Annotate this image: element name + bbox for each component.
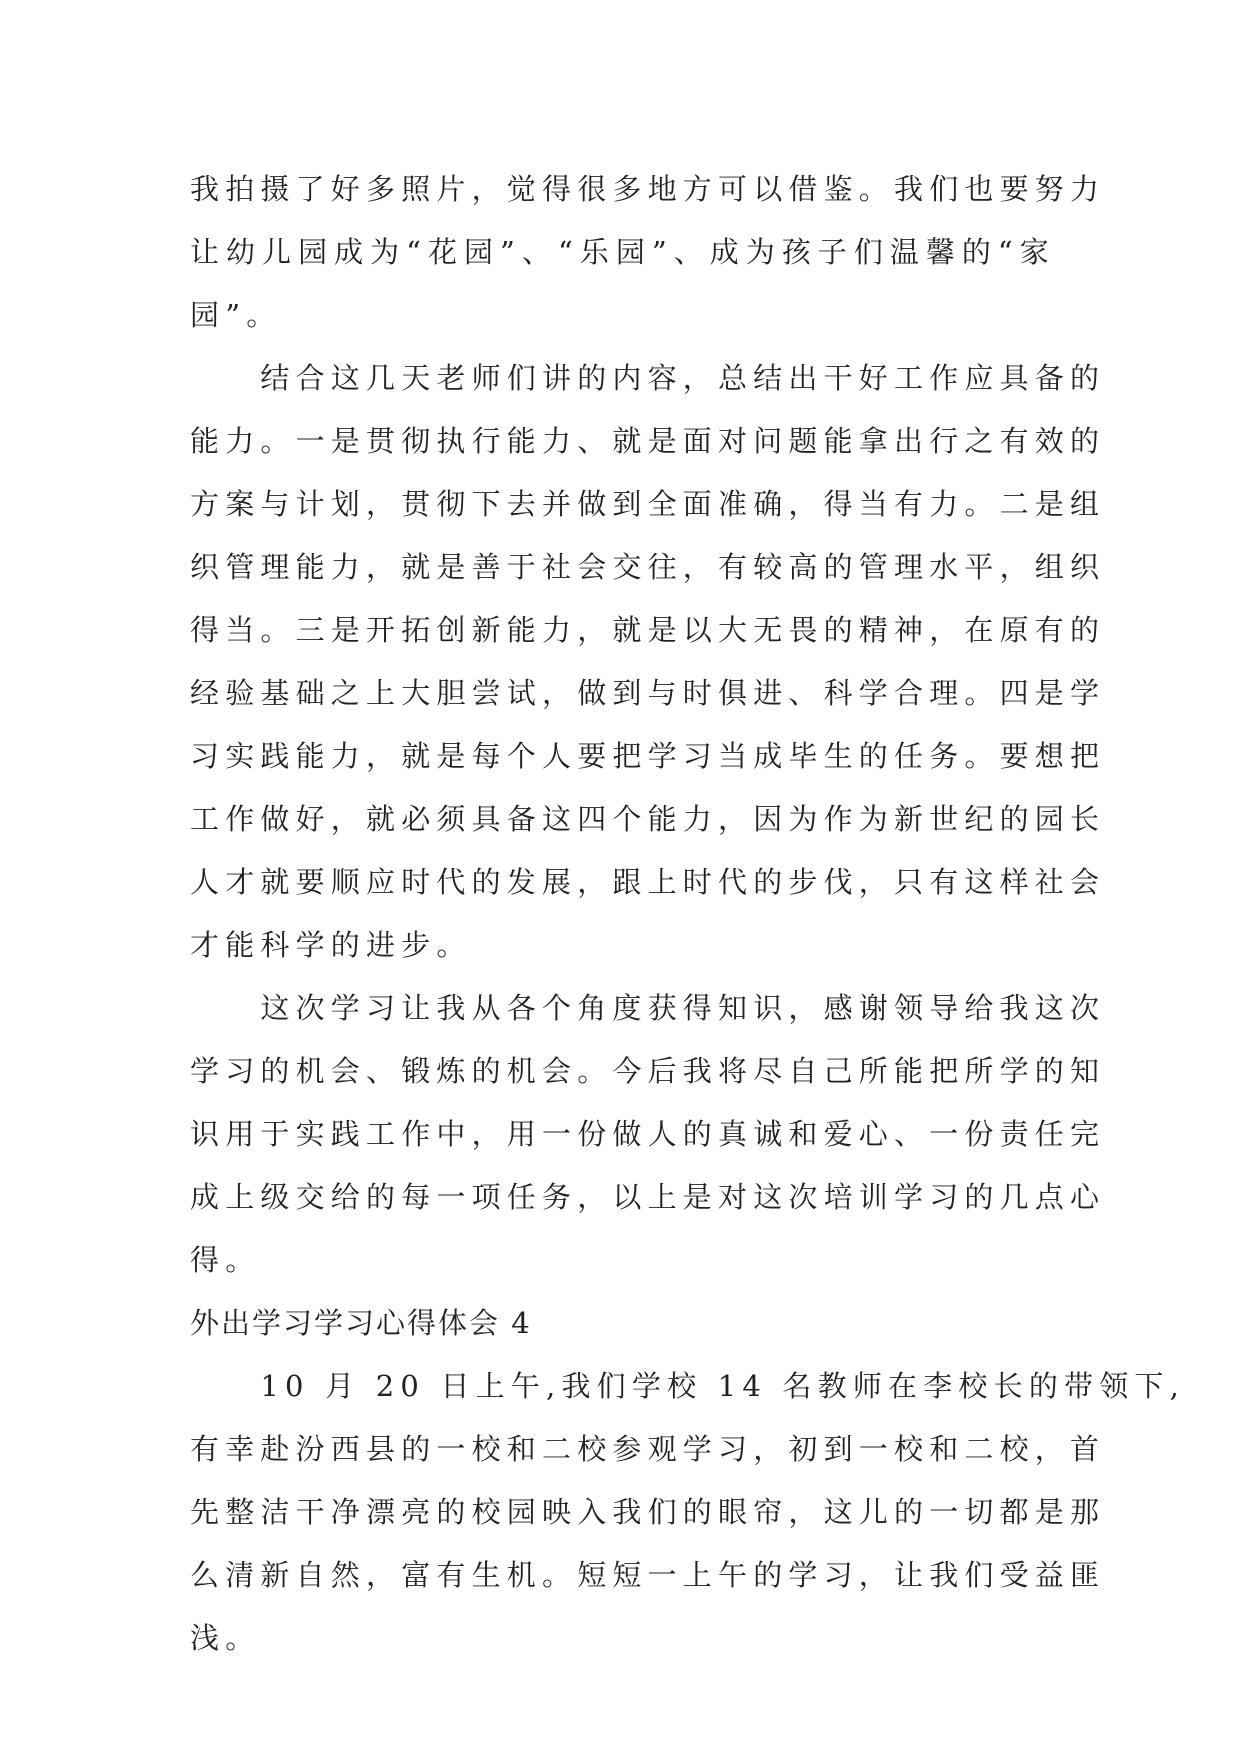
text-line: 有幸赴汾西县的一校和二校参观学习，初到一校和二校，首	[190, 1432, 1106, 1466]
text-line: 工作做好，就必须具备这四个能力，因为作为新世纪的园长	[190, 802, 1106, 836]
text-line: 我拍摄了好多照片，觉得很多地方可以借鉴。我们也要努力	[190, 172, 1106, 206]
text-line: 园”。	[190, 298, 282, 332]
document-body	[190, 158, 1186, 1670]
text-line: 才能科学的进步。	[190, 928, 472, 962]
text-line: 学习的机会、锻炼的机会。今后我将尽自己所能把所学的知	[190, 1054, 1106, 1088]
text-line: 先整洁干净漂亮的校园映入我们的眼帘，这儿的一切都是那	[190, 1495, 1106, 1529]
text-line: 识用于实践工作中，用一份做人的真诚和爱心、一份责任完	[190, 1117, 1106, 1151]
text-line: 成上级交给的每一项任务，以上是对这次培训学习的几点心	[190, 1180, 1106, 1214]
paragraph-2	[190, 347, 1106, 977]
text-line: 10 月 20 日上午,我们学校 14 名教师在李校长的带领下,	[190, 1369, 1186, 1403]
text-line: 浅。	[190, 1621, 261, 1655]
text-line: 这次学习让我从各个角度获得知识，感谢领导给我这次	[190, 991, 1106, 1025]
paragraph-4	[190, 1355, 1186, 1670]
paragraph-1	[190, 158, 1106, 347]
text-line: 织管理能力，就是善于社会交往，有较高的管理水平，组织	[190, 550, 1106, 584]
text-line: 方案与计划，贯彻下去并做到全面准确，得当有力。二是组	[190, 487, 1106, 521]
text-line: 么清新自然，富有生机。短短一上午的学习，让我们受益匪	[190, 1558, 1106, 1592]
text-line: 结合这几天老师们讲的内容，总结出干好工作应具备的	[190, 361, 1106, 395]
text-line: 人才就要顺应时代的发展，跟上时代的步伐，只有这样社会	[190, 865, 1106, 899]
text-line: 让幼儿园成为“花园”、“乐园”、成为孩子们温馨的“家	[190, 235, 1055, 269]
text-line: 习实践能力，就是每个人要把学习当成毕生的任务。要想把	[190, 739, 1106, 773]
paragraph-3	[190, 977, 1106, 1292]
section-heading: 外出学习学习心得体会 4	[190, 1306, 532, 1340]
text-line: 经验基础之上大胆尝试，做到与时俱进、科学合理。四是学	[190, 676, 1106, 710]
text-line: 得。	[190, 1243, 261, 1277]
text-line: 得当。三是开拓创新能力，就是以大无畏的精神，在原有的	[190, 613, 1106, 647]
text-line: 能力。一是贯彻执行能力、就是面对问题能拿出行之有效的	[190, 424, 1106, 458]
